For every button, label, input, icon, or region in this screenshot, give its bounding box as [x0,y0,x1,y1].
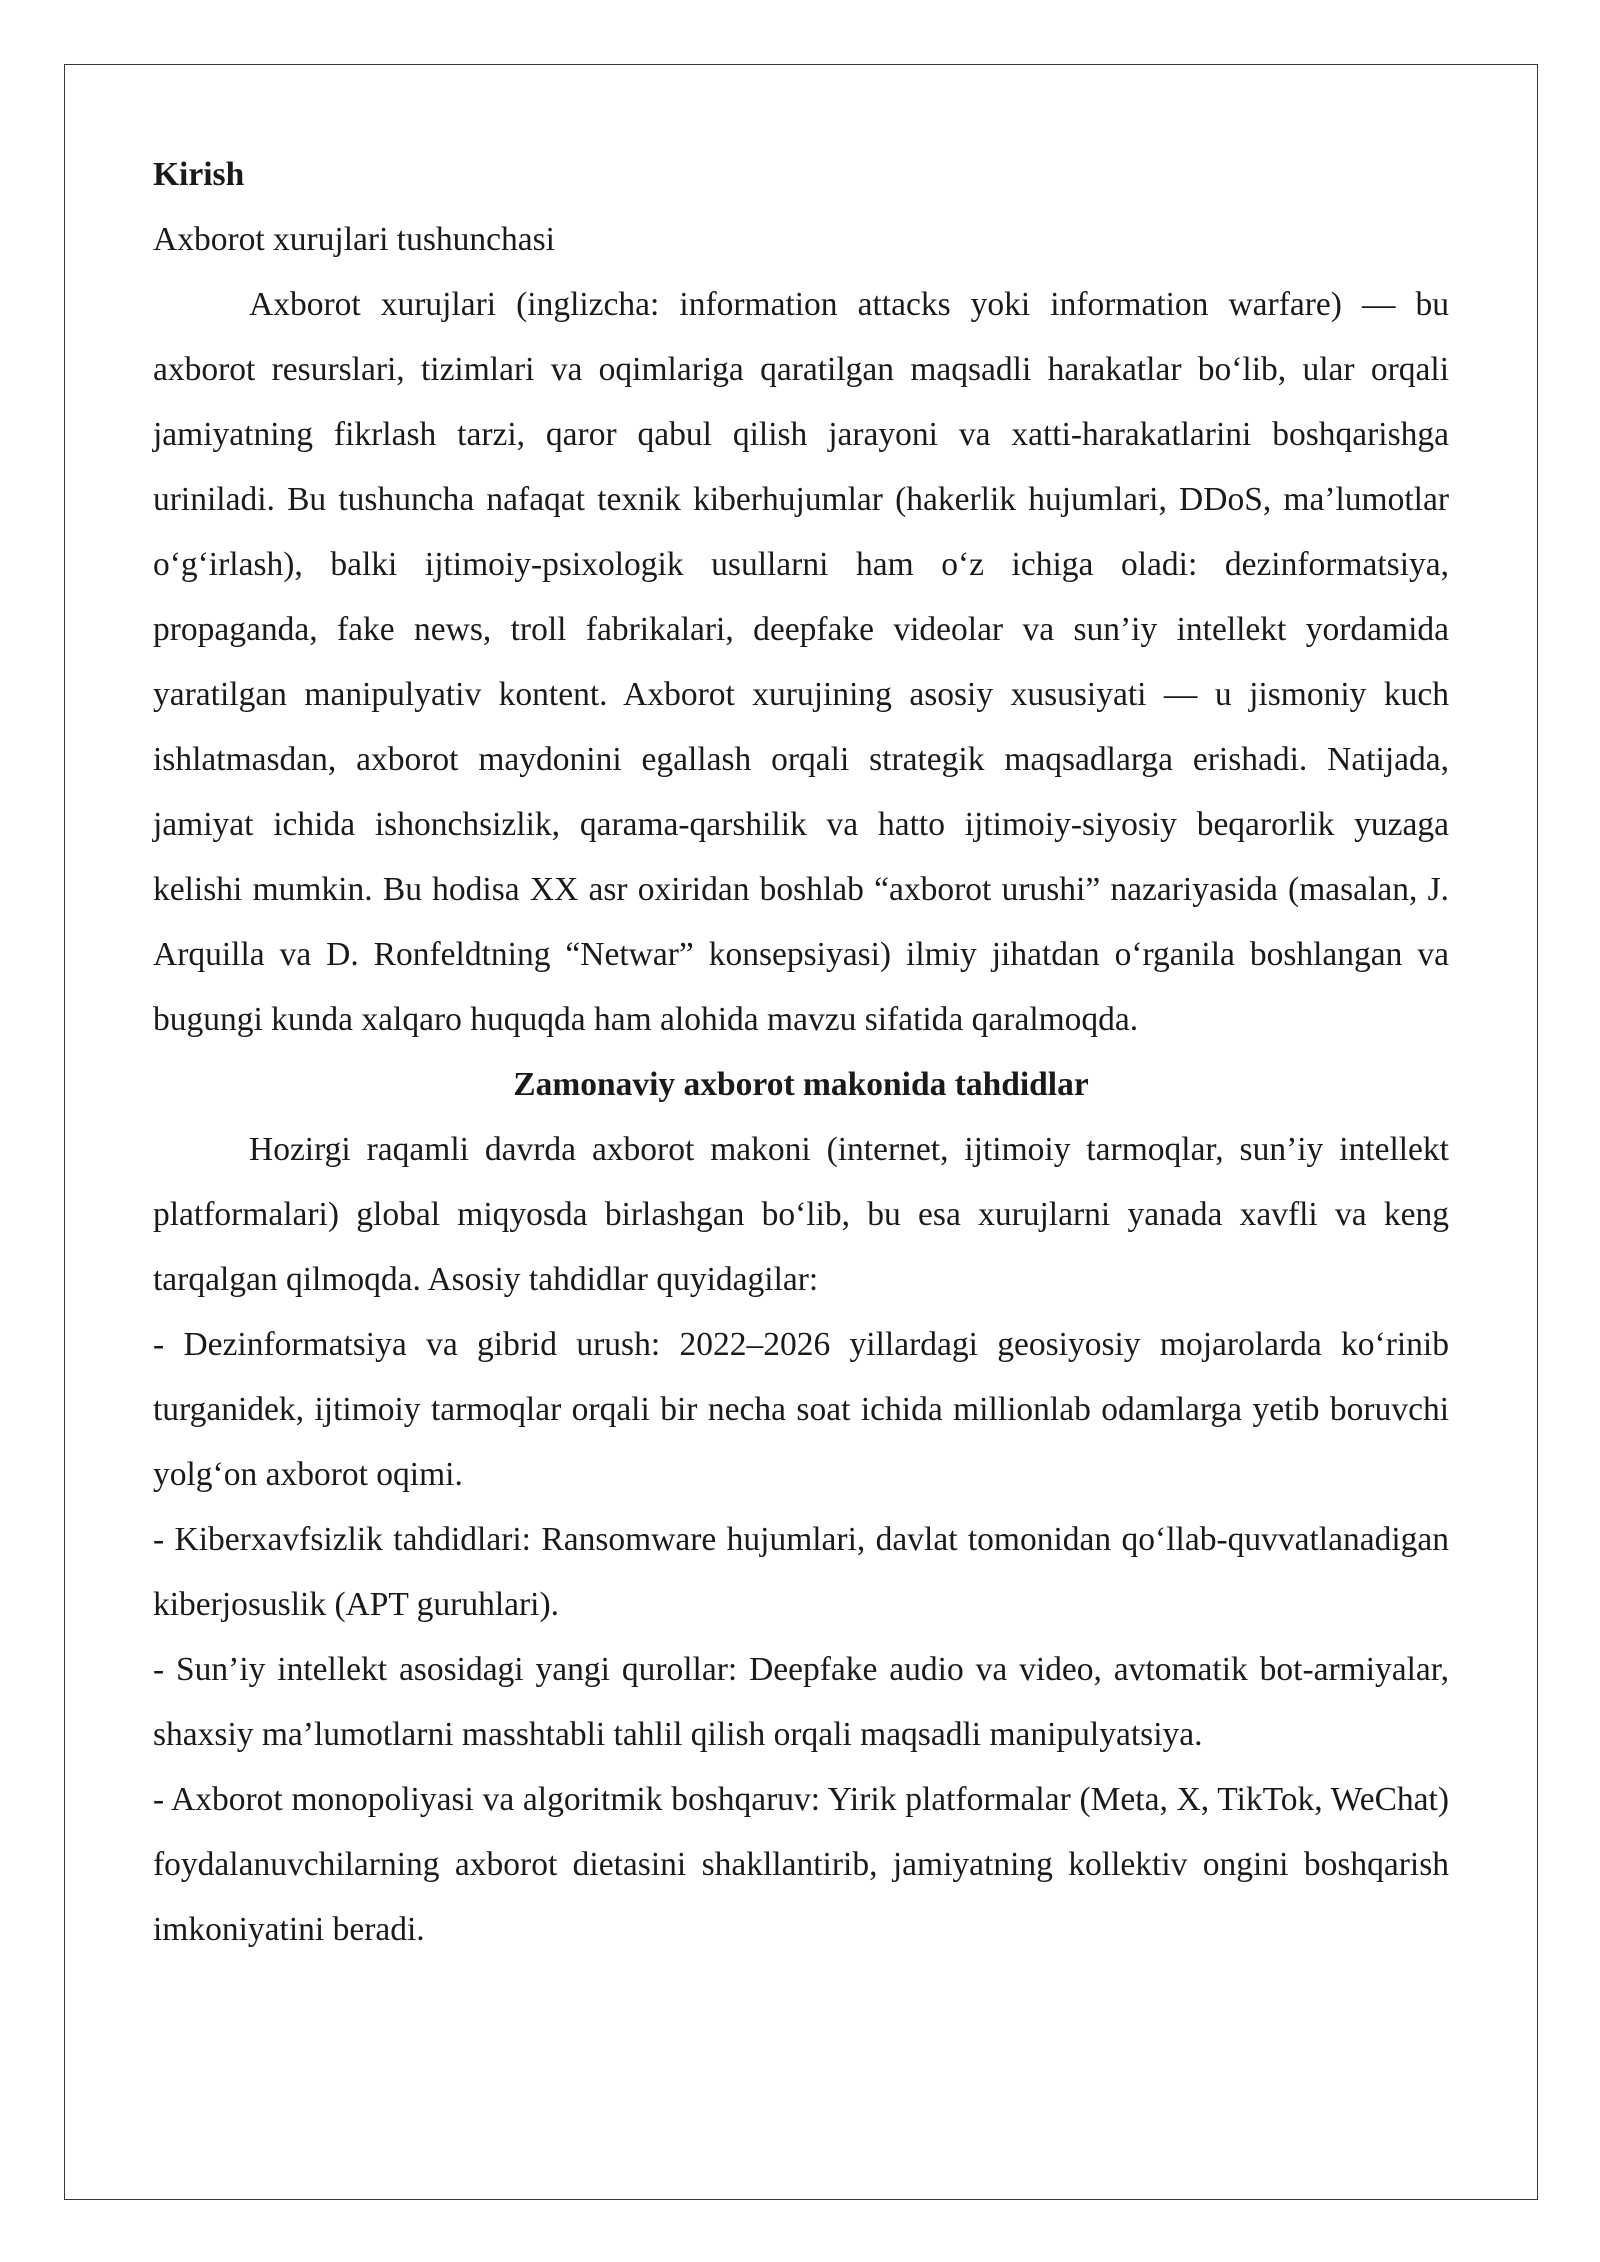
document-heading: Kirish [153,156,245,193]
threat-item-disinformation: - Dezinformatsiya va gibrid urush: 2022–2026 yillardagi geosiyosiy mojarolarda ko‘rinib turganidek, ijtimoiy tarmoqlar orqali bir necha soat ichida millionlab odamlarga yetib boruvchi yolg‘on axborot oqimi. [153,1326,1449,1493]
threat-item-ai-weapons: - Sun’iy intellekt asosidagi yangi qurollar: Deepfake audio va video, avtomatik bot-armiyalar, shaxsiy ma’lumotlarni masshtabli tahlil qilish orqali maqsadli manipulyatsiya. [153,1651,1449,1753]
section-title: Zamonaviy axborot makonida tahdidlar [513,1066,1089,1103]
intro-paragraph: Axborot xurujlari (inglizcha: information attacks yoki information warfare) — bu axborot resurslari, tizimlari va oqimlariga qaratilgan maqsadli harakatlar bo‘lib, ular orqali jamiyatning fikrlash tarzi, qaror qabul qilish jarayoni va xatti-harakatlarini boshqarishga uriniladi. Bu tushuncha nafaqat texnik kiberhujumlar (hakerlik hujumlari, DDoS, ma’lumotlar o‘g‘irlash), balki ijtimoiy-psixologik usullarni ham o‘z ichiga oladi: dezinformatsiya, propaganda, fake news, troll fabrikalari, deepfake videolar va sun’iy intellekt yordamida yaratilgan manipulyativ kontent. Axborot xurujining asosiy xususiyati — u jismoniy kuch ishlatmasdan, axborot maydonini egallash orqali strategik maqsadlarga erishadi. Natijada, jamiyat ichida ishonchsizlik, qarama-qarshilik va hatto ijtimoiy-siyosiy beqarorlik yuzaga kelishi mumkin. Bu hodisa XX asr oxiridan boshlab “axborot urushi” nazariyasida (masalan, J. Arquilla va D. Ronfeldtning “Netwar” konsepsiyasi) ilmiy jihatdan o‘rganila boshlangan va bugungi kunda xalqaro huquqda ham alohida mavzu sifatida qaralmoqda. [153,286,1449,1038]
threat-item-cybersecurity: - Kiberxavfsizlik tahdidlari: Ransomware hujumlari, davlat tomonidan qo‘llab-quvvatlanadigan kiberjosuslik (APT guruhlari). [153,1521,1449,1623]
document-body [153,142,1449,1962]
document-subheading: Axborot xurujlari tushunchasi [153,221,555,258]
section-paragraph: Hozirgi raqamli davrda axborot makoni (internet, ijtimoiy tarmoqlar, sun’iy intellekt platformalari) global miqyosda birlashgan bo‘lib, bu esa xurujlarni yanada xavfli va keng tarqalgan qilmoqda. Asosiy tahdidlar quyidagilar: [153,1131,1449,1298]
threat-item-information-monopoly: - Axborot monopoliyasi va algoritmik boshqaruv: Yirik platformalar (Meta, X, TikTok, WeChat) foydalanuvchilarning axborot dietasini shakllantirib, jamiyatning kollektiv ongini boshqarish imkoniyatini beradi. [153,1781,1449,1948]
